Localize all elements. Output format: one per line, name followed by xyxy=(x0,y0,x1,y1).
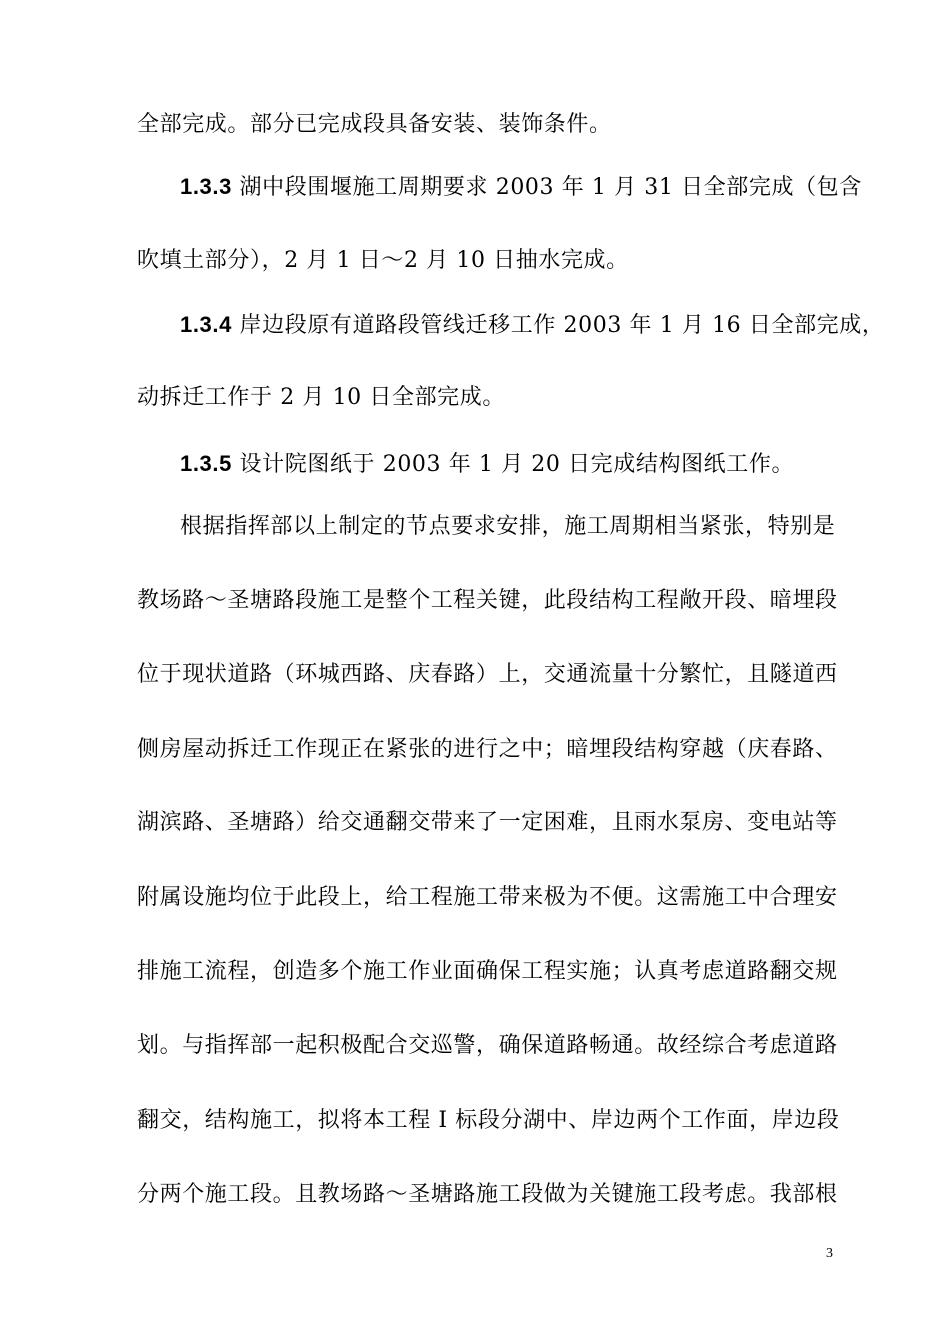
text-line xyxy=(137,110,612,140)
paragraph-line xyxy=(180,512,835,542)
line-text: 侧房屋动拆迁工作现正在紧张的进行之中；暗埋段结构穿越（庆春路、 xyxy=(137,737,838,762)
line-text: 设计院图纸于 2003 年 1 月 20 日完成结构图纸工作。 xyxy=(239,452,795,477)
line-text: 湖中段围堰施工周期要求 2003 年 1 月 31 日全部完成（包含 xyxy=(239,175,862,200)
clause-1-3-3 xyxy=(180,172,862,203)
line-text: 划。与指挥部一起积极配合交巡警，确保道路畅通。故经综合考虑道路 xyxy=(137,1033,838,1058)
paragraph-line xyxy=(137,1180,838,1210)
paragraph-line xyxy=(137,660,838,690)
line-text: 位于现状道路（环城西路、庆春路）上，交通流量十分繁忙，且隧道西 xyxy=(137,662,838,687)
line-text: 岸边段原有道路段管线迁移工作 2003 年 1 月 16 日全部完成， xyxy=(239,313,885,338)
paragraph-line xyxy=(137,1031,838,1061)
line-text: 吹填土部分），2 月 1 日～2 月 10 日抽水完成。 xyxy=(137,248,629,273)
line-text: 排施工流程，创造多个施工作业面确保工程实施；认真考虑道路翻交规 xyxy=(137,959,838,984)
line-text: 根据指挥部以上制定的节点要求安排，施工周期相当紧张，特别是 xyxy=(180,514,836,539)
line-text: 动拆迁工作于 2 月 10 日全部完成。 xyxy=(137,385,505,410)
page-number: 3 xyxy=(826,1246,833,1261)
line-text: 翻交，结构施工，拟将本工程 I 标段分湖中、岸边两个工作面，岸边段 xyxy=(137,1108,840,1133)
clause-1-3-4 xyxy=(180,310,884,341)
line-text: 分两个施工段。且教场路～圣塘路施工段做为关键施工段考虑。我部根 xyxy=(137,1182,838,1207)
paragraph-line xyxy=(137,1106,839,1136)
clause-1-3-5 xyxy=(180,449,794,480)
paragraph-line xyxy=(137,586,838,616)
paragraph-line xyxy=(137,735,838,765)
paragraph-line xyxy=(137,957,838,987)
section-number: 1.3.3 xyxy=(180,174,232,199)
paragraph-line xyxy=(137,883,838,913)
paragraph-line xyxy=(137,808,838,838)
section-number: 1.3.4 xyxy=(180,312,232,337)
line-text: 附属设施均位于此段上，给工程施工带来极为不便。这需施工中合理安 xyxy=(137,885,838,910)
section-number: 1.3.5 xyxy=(180,451,232,476)
text-line xyxy=(137,246,629,276)
text-line xyxy=(137,383,505,413)
line-text: 湖滨路、圣塘路）给交通翻交带来了一定困难，且雨水泵房、变电站等 xyxy=(137,810,838,835)
line-text: 教场路～圣塘路段施工是整个工程关键，此段结构工程敞开段、暗埋段 xyxy=(137,588,838,613)
line-text: 全部完成。部分已完成段具备安装、装饰条件。 xyxy=(137,112,612,137)
